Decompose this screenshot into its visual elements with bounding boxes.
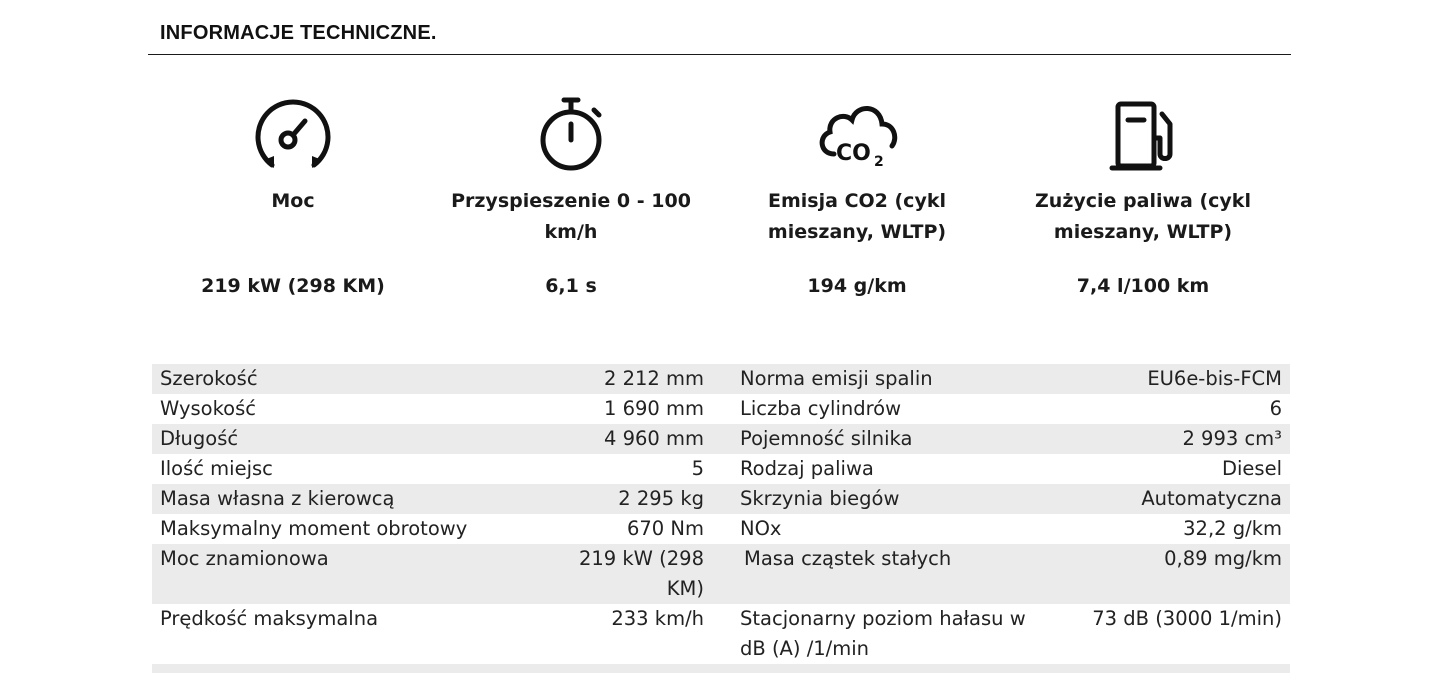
section-title: INFORMACJE TECHNICZNE.: [160, 22, 437, 44]
spec-value: 0,89 mg/km: [1164, 547, 1282, 570]
spec-label: Moc znamionowa: [160, 547, 329, 570]
highlight-value: 194 g/km: [807, 275, 907, 297]
spec-label: NOx: [740, 517, 782, 540]
spec-value: 233 km/h: [611, 607, 704, 630]
spec-label: Pojemność silnika: [740, 427, 913, 450]
table-row: [152, 454, 1290, 484]
svg-text:CO: CO: [836, 141, 871, 166]
table-row: [152, 364, 1290, 394]
spec-label: Norma emisji spalin: [740, 367, 933, 390]
spec-value: 6: [1269, 397, 1282, 420]
spec-label: Skrzynia biegów: [740, 487, 900, 510]
fuel-pump-icon: [1098, 88, 1188, 178]
highlight-label: Emisja CO2 (cykl mieszany, WLTP): [767, 190, 947, 243]
spec-label: Wysokość: [160, 397, 256, 420]
spec-label: Rodzaj paliwa: [740, 457, 874, 480]
table-row: [152, 394, 1290, 424]
table-row: [152, 544, 1290, 604]
spec-label: Masa własna z kierowcą: [160, 487, 395, 510]
spec-label: Prędkość maksymalna: [160, 607, 379, 630]
spec-value: 4 960 mm: [603, 427, 704, 450]
spec-label: Masa cząstek stałych: [744, 547, 952, 570]
table-row: [152, 484, 1290, 514]
highlight-label: Zużycie paliwa (cykl mieszany, WLTP): [1035, 190, 1251, 243]
highlight-co2: [712, 80, 1002, 297]
spec-value: 73 dB (3000 1/min): [1092, 607, 1282, 630]
speedometer-icon: [248, 88, 338, 178]
highlight-label: Przyspieszenie 0 - 100 km/h: [451, 190, 691, 243]
table-row: [152, 424, 1290, 454]
spec-value: Automatyczna: [1141, 487, 1282, 510]
highlight-acceleration: [426, 80, 716, 297]
spec-value: 2 212 mm: [603, 367, 704, 390]
spec-value: 5: [691, 457, 704, 480]
stopwatch-icon: [526, 88, 616, 178]
highlight-value: 7,4 l/100 km: [1076, 275, 1210, 297]
spec-value: 219 kW (298 KM): [578, 547, 704, 600]
spec-label: Ilość miejsc: [160, 457, 273, 480]
spec-value: EU6e-bis-FCM: [1147, 367, 1282, 390]
highlight-value: 6,1 s: [545, 275, 597, 297]
spec-label: Długość: [160, 427, 239, 450]
spec-value: 2 993 cm³: [1182, 427, 1282, 450]
co2-cloud-icon: [812, 88, 902, 178]
spec-label: Stacjonarny poziom hałasu w dB (A) /1/min: [740, 607, 1026, 660]
specs-table: [152, 364, 1290, 673]
spec-value: 670 Nm: [626, 517, 704, 540]
table-row-partial: [152, 664, 1290, 673]
highlight-label: Moc: [271, 190, 315, 212]
highlights: [148, 80, 1291, 310]
table-row: [152, 604, 1290, 664]
spec-value: 32,2 g/km: [1183, 517, 1282, 540]
spec-label: Liczba cylindrów: [740, 397, 902, 420]
spec-label: Szerokość: [160, 367, 258, 390]
spec-value: 2 295 kg: [618, 487, 704, 510]
table-row: [152, 514, 1290, 544]
spec-value: 1 690 mm: [603, 397, 704, 420]
highlight-fuel: [998, 80, 1288, 297]
spec-label: Maksymalny moment obrotowy: [160, 517, 468, 540]
svg-text:2: 2: [874, 154, 884, 170]
highlight-value: 219 kW (298 KM): [201, 275, 385, 297]
section-header: [148, 20, 1291, 55]
highlight-power: [148, 80, 438, 297]
spec-value: Diesel: [1221, 457, 1282, 480]
